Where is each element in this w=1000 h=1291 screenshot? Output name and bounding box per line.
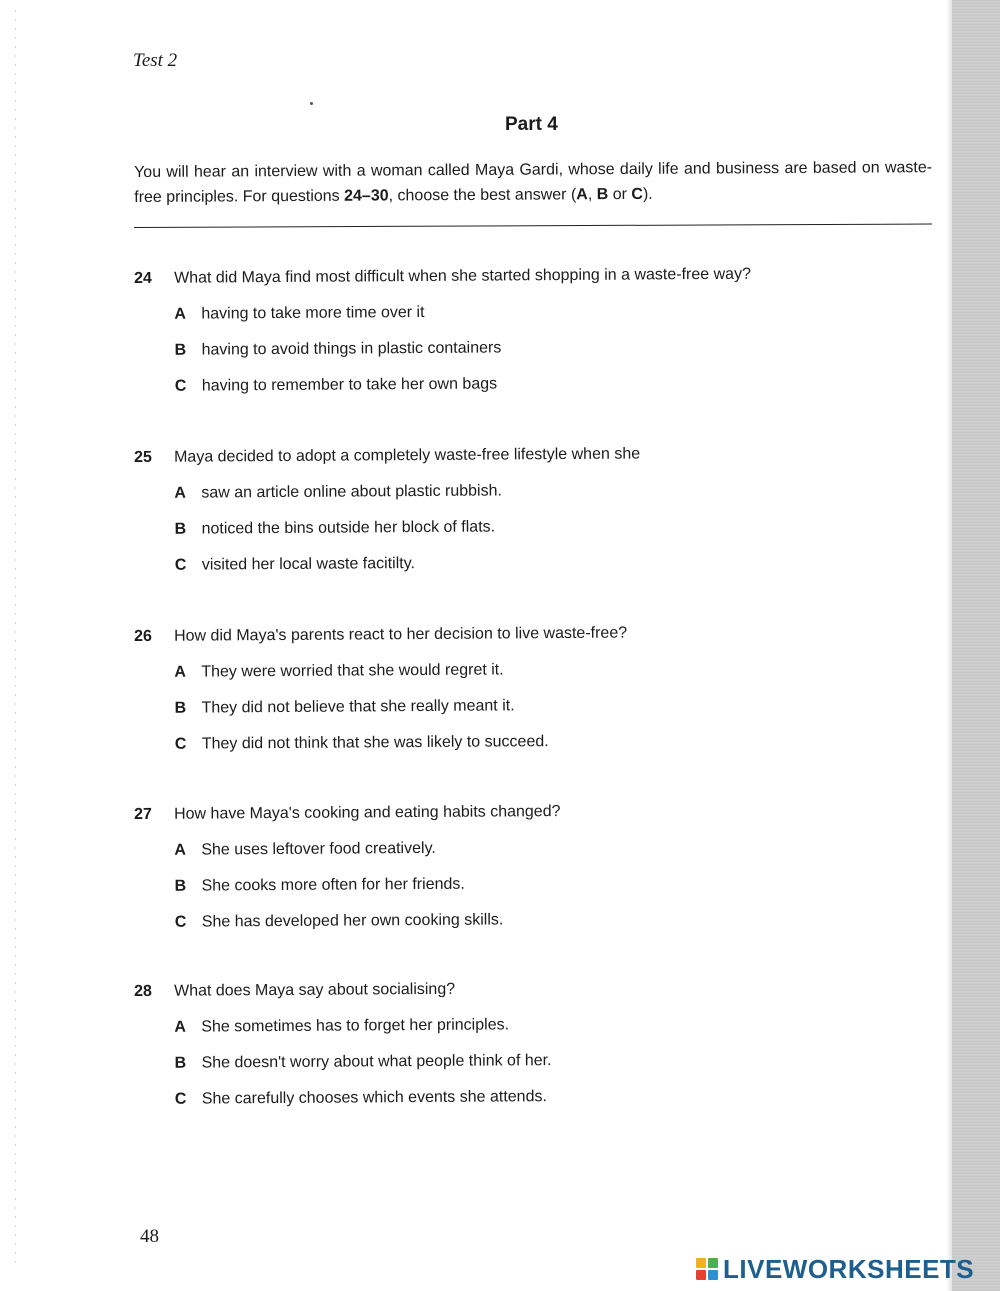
option-text: noticed the bins outside her block of flats. <box>201 518 496 538</box>
scan-margin-marks <box>15 10 16 1270</box>
question-stem <box>134 978 894 1007</box>
instructions-separator: or <box>608 185 632 204</box>
option-c[interactable] <box>175 909 895 938</box>
option-text: They were worried that she would regret it. <box>201 661 504 681</box>
option-text: She uses leftover food creatively. <box>201 839 436 859</box>
instructions-separator: , <box>587 186 597 204</box>
option-a[interactable] <box>174 659 894 688</box>
option-b[interactable] <box>175 1050 895 1079</box>
option-letter: B <box>174 520 187 538</box>
logo-blocks-icon <box>696 1258 718 1280</box>
option-text: They did not think that she was likely to succeed. <box>201 733 549 753</box>
option-text: visited her local waste facitilty. <box>201 555 415 574</box>
scan-edge <box>952 0 1000 1291</box>
liveworksheets-logo[interactable] <box>696 1252 974 1286</box>
question-text: How have Maya's cooking and eating habits changed? <box>173 803 561 823</box>
question-stem <box>134 801 894 830</box>
logo-block <box>708 1270 718 1280</box>
question-24 <box>134 265 895 402</box>
instructions-text: You will hear an interview with a woman called Maya Gardi, whose daily life and business are based on waste-free principles. For questions <box>134 159 933 206</box>
test-label: Test 2 <box>133 50 178 71</box>
part-title: Part 4 <box>505 114 558 135</box>
option-text: She cooks more often for her friends. <box>201 875 465 895</box>
option-letter: B <box>174 1054 187 1072</box>
option-letter: B <box>174 699 187 717</box>
option-b[interactable] <box>175 695 895 724</box>
question-text: How did Maya's parents react to her decision to live waste-free? <box>173 624 628 645</box>
option-letter: B <box>174 341 187 359</box>
option-text: She carefully chooses which events she attends. <box>201 1088 547 1108</box>
question-number: 27 <box>134 805 152 823</box>
option-letter: C <box>174 913 187 931</box>
option-a[interactable] <box>174 301 894 330</box>
question-stem <box>134 444 894 473</box>
option-c[interactable] <box>175 373 895 402</box>
option-a[interactable] <box>174 1014 894 1043</box>
option-text: saw an article online about plastic rubbish. <box>201 482 502 502</box>
option-text: She has developed her own cooking skills. <box>201 911 504 931</box>
option-a[interactable] <box>174 837 894 866</box>
instructions-text-mid: , choose the best answer ( <box>388 186 577 205</box>
logo-block <box>696 1270 706 1280</box>
question-text: What does Maya say about socialising? <box>173 980 456 1000</box>
option-letter: C <box>174 377 187 395</box>
option-b[interactable] <box>175 873 895 902</box>
option-letter: A <box>174 1018 186 1036</box>
option-letter: B <box>174 877 187 895</box>
option-text: She doesn't worry about what people think of her. <box>201 1052 552 1072</box>
option-text: having to avoid things in plastic containers <box>201 339 502 359</box>
question-27 <box>134 801 895 938</box>
option-c[interactable] <box>175 1086 895 1115</box>
question-stem <box>134 623 894 652</box>
divider-rule <box>134 224 932 228</box>
logo-text: LIVEWORKSHEETS <box>723 1253 975 1284</box>
page-number: 48 <box>140 1226 159 1247</box>
question-stem <box>134 265 894 294</box>
option-text: having to take more time over it <box>201 303 425 323</box>
option-letter: C <box>174 735 187 753</box>
option-text: having to remember to take her own bags <box>201 375 498 395</box>
option-letter: C <box>174 556 187 574</box>
instructions-option-c: C <box>631 185 644 203</box>
option-a[interactable] <box>174 480 894 509</box>
question-number: 25 <box>134 448 152 466</box>
option-letter: A <box>174 305 186 323</box>
question-text: What did Maya find most difficult when she started shopping in a waste-free way? <box>173 265 751 287</box>
question-28 <box>134 978 895 1115</box>
instructions-option-a: A <box>576 186 588 204</box>
question-26 <box>134 623 895 760</box>
instructions <box>134 155 932 210</box>
option-c[interactable] <box>175 731 895 760</box>
logo-block <box>696 1258 706 1268</box>
logo-block <box>708 1258 718 1268</box>
question-text: Maya decided to adopt a completely waste-free lifestyle when she <box>173 445 641 466</box>
option-c[interactable] <box>175 552 895 581</box>
option-b[interactable] <box>175 337 895 366</box>
instructions-option-b: B <box>596 186 609 204</box>
question-number: 28 <box>134 982 152 1000</box>
option-letter: C <box>174 1090 187 1108</box>
option-text: She sometimes has to forget her principles. <box>201 1016 510 1036</box>
option-letter: A <box>174 484 186 502</box>
question-number: 26 <box>134 627 152 645</box>
option-text: They did not believe that she really meant it. <box>201 697 515 717</box>
option-b[interactable] <box>175 516 895 545</box>
instructions-range: 24–30 <box>344 187 389 205</box>
instructions-text-end: ). <box>642 185 653 203</box>
question-number: 24 <box>134 269 152 287</box>
option-letter: A <box>174 841 186 859</box>
scan-speck <box>310 102 313 105</box>
question-25 <box>134 444 895 581</box>
option-letter: A <box>174 663 186 681</box>
